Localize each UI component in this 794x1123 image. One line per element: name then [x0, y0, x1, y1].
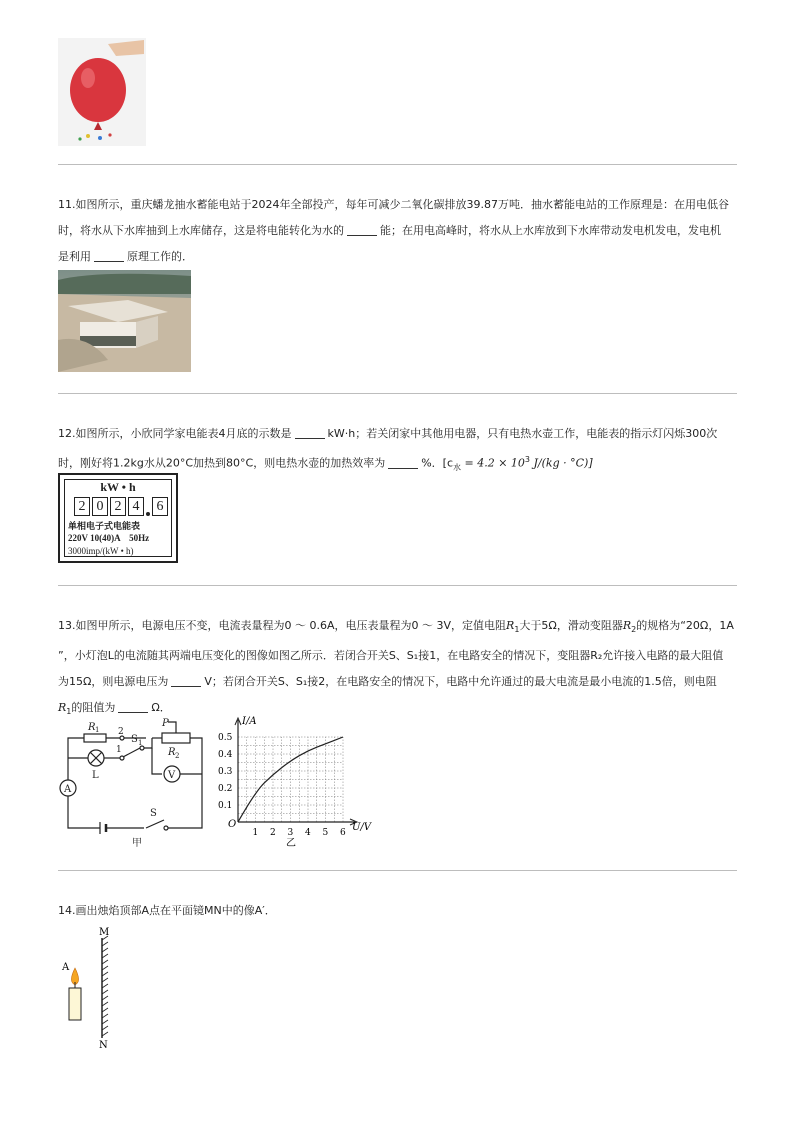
y-tick-label: 0.2 — [218, 784, 233, 794]
question-14 — [58, 898, 742, 924]
q11-line-3 — [58, 244, 742, 270]
divider — [58, 585, 737, 586]
circuit-diagram — [56, 718, 216, 850]
text: 大于5Ω，滑动变阻器 — [519, 619, 623, 632]
x-tick-label: 2 — [270, 828, 276, 838]
text: Ω． — [151, 701, 171, 715]
x-tick-label: 4 — [305, 828, 311, 838]
label-S1-sub: 1 — [138, 739, 143, 747]
graph-axes — [235, 718, 357, 825]
label-P: P — [162, 718, 169, 729]
question-11 — [58, 192, 742, 270]
q12-line-1 — [58, 421, 742, 447]
q11-line-1: 11.如图所示，重庆蟠龙抽水蓄能电站于2024年全部投产，每年可减少二氧化碳排放39.87万吨．抽水蓄能电站的工作原理是：在用电低谷 — [58, 198, 729, 211]
origin-label: O — [228, 819, 237, 830]
label-L: L — [92, 770, 99, 781]
label-R1: R — [88, 722, 96, 733]
x-tick-label: 6 — [340, 828, 346, 838]
caption-yi: 乙 — [286, 838, 296, 849]
meter-decimal-dot — [146, 497, 150, 516]
text: %．[c — [421, 456, 453, 470]
subscript: 1 — [514, 625, 520, 635]
subscript: 1 — [66, 707, 72, 717]
balloon-photo — [58, 38, 146, 146]
y-tick-label: 0.1 — [218, 801, 233, 811]
text: V；若闭合开关S、S₁接2，在电路安全的情况下，电路中允许通过的最大电流是最小电流的1.5倍，则电阻 — [204, 675, 717, 689]
answer-blank[interactable] — [388, 456, 418, 469]
node-1-label: 1 — [116, 745, 122, 755]
label-S1: S — [131, 734, 138, 745]
energy-meter — [58, 473, 178, 563]
meter-unit: kW • h — [100, 480, 136, 494]
q13-line-2: ”，小灯泡L的电流随其两端电压变化的图像如图乙所示．若闭合开关S、S₁接1，在电路安全的情况下，变阻器R₂允许接入电路的最大阻值 — [58, 649, 724, 663]
text: 是利用 — [58, 250, 91, 263]
y-tick-label: 0.5 — [218, 733, 233, 743]
answer-blank[interactable] — [94, 249, 124, 262]
text: 时，刚好将1.2kg水从20°C加热到80°C，则电热水壶的加热效率为 — [58, 456, 386, 470]
x-tick-label: 3 — [287, 828, 294, 838]
text: kW·h；若关闭家中其他用电器，只有电热水壶工作，电能表的指示灯闪烁300次 — [327, 427, 718, 440]
q13-line-3 — [58, 669, 742, 695]
divider — [58, 870, 737, 871]
text: 13.如图甲所示，电源电压不变，电流表量程为0 ～ 0.6A，电压表量程为0 ～ 3V，定值电阻 — [58, 619, 507, 632]
ammeter-label: A — [64, 784, 72, 795]
symbol: R — [622, 619, 632, 632]
y-axis-label: I/A — [242, 716, 257, 727]
label-M: M — [99, 927, 110, 938]
label-R2: R — [168, 747, 176, 758]
text: 的规格为“20Ω，1A — [636, 619, 734, 632]
divider — [58, 164, 737, 165]
question-12 — [58, 421, 742, 481]
x-axis-label: U/V — [352, 822, 372, 833]
text: J/(kg · °C)] — [530, 456, 593, 470]
text: 原理工作的． — [127, 250, 193, 263]
node-2-label: 2 — [118, 727, 124, 737]
y-tick-label: 0.3 — [218, 767, 233, 777]
divider — [58, 393, 737, 394]
text: 12.如图所示，小欣同学家电能表4月底的示数是 — [58, 427, 292, 440]
q14-text: 14.画出烛焰顶部A点在平面镜MN中的像A′． — [58, 904, 276, 917]
answer-blank[interactable] — [295, 426, 325, 439]
iv-graph — [218, 712, 378, 850]
meter-digit: 4 — [128, 497, 144, 516]
superscript: 3 — [524, 455, 531, 464]
mirror-candle-diagram — [58, 924, 128, 1052]
q13-line-1 — [58, 613, 742, 643]
label-A: A — [62, 962, 70, 973]
meter-digit: 0 — [92, 497, 108, 516]
subscript: 2 — [631, 625, 637, 635]
answer-blank[interactable] — [118, 700, 148, 713]
power-station-photo — [58, 270, 191, 372]
meter-digit: 6 — [152, 497, 168, 516]
symbol: R — [506, 619, 515, 632]
meter-spec: 220V 10(40)A 50Hz — [68, 533, 150, 543]
question-13 — [58, 613, 742, 725]
label-S: S — [150, 808, 157, 819]
text: 时，将水从下水库抽到上水库储存，这是将电能转化为水的 — [58, 224, 344, 237]
text: 的阻值为 — [71, 701, 116, 715]
meter-name: 单相电子式电能表 — [68, 522, 141, 532]
label-N: N — [99, 1040, 108, 1051]
y-tick-label: 0.4 — [218, 750, 233, 760]
text: = 4.2 × 10 — [461, 456, 525, 470]
answer-blank[interactable] — [171, 674, 201, 687]
label-R2-sub: 2 — [175, 752, 180, 760]
label-R1-sub: 1 — [95, 726, 100, 734]
subscript: 水 — [453, 462, 461, 472]
meter-digit: 2 — [110, 497, 126, 516]
meter-imp: 3000imp/(kW • h) — [68, 546, 134, 556]
meter-digits — [74, 497, 168, 516]
symbol: R — [58, 701, 67, 715]
voltmeter-label: V — [168, 770, 176, 781]
caption-jia: 甲 — [132, 838, 142, 849]
meter-digit: 2 — [74, 497, 90, 516]
text: 为15Ω，则电源电压为 — [58, 675, 169, 689]
q11-line-2 — [58, 218, 742, 244]
graph-grid — [238, 737, 343, 822]
answer-blank[interactable] — [347, 223, 377, 236]
candle-body — [69, 988, 81, 1020]
x-tick-label: 1 — [252, 828, 259, 838]
text: 能；在用电高峰时，将水从上水库放到下水库带动发电机发电，发电机 — [380, 224, 721, 237]
x-tick-label: 5 — [322, 828, 329, 838]
